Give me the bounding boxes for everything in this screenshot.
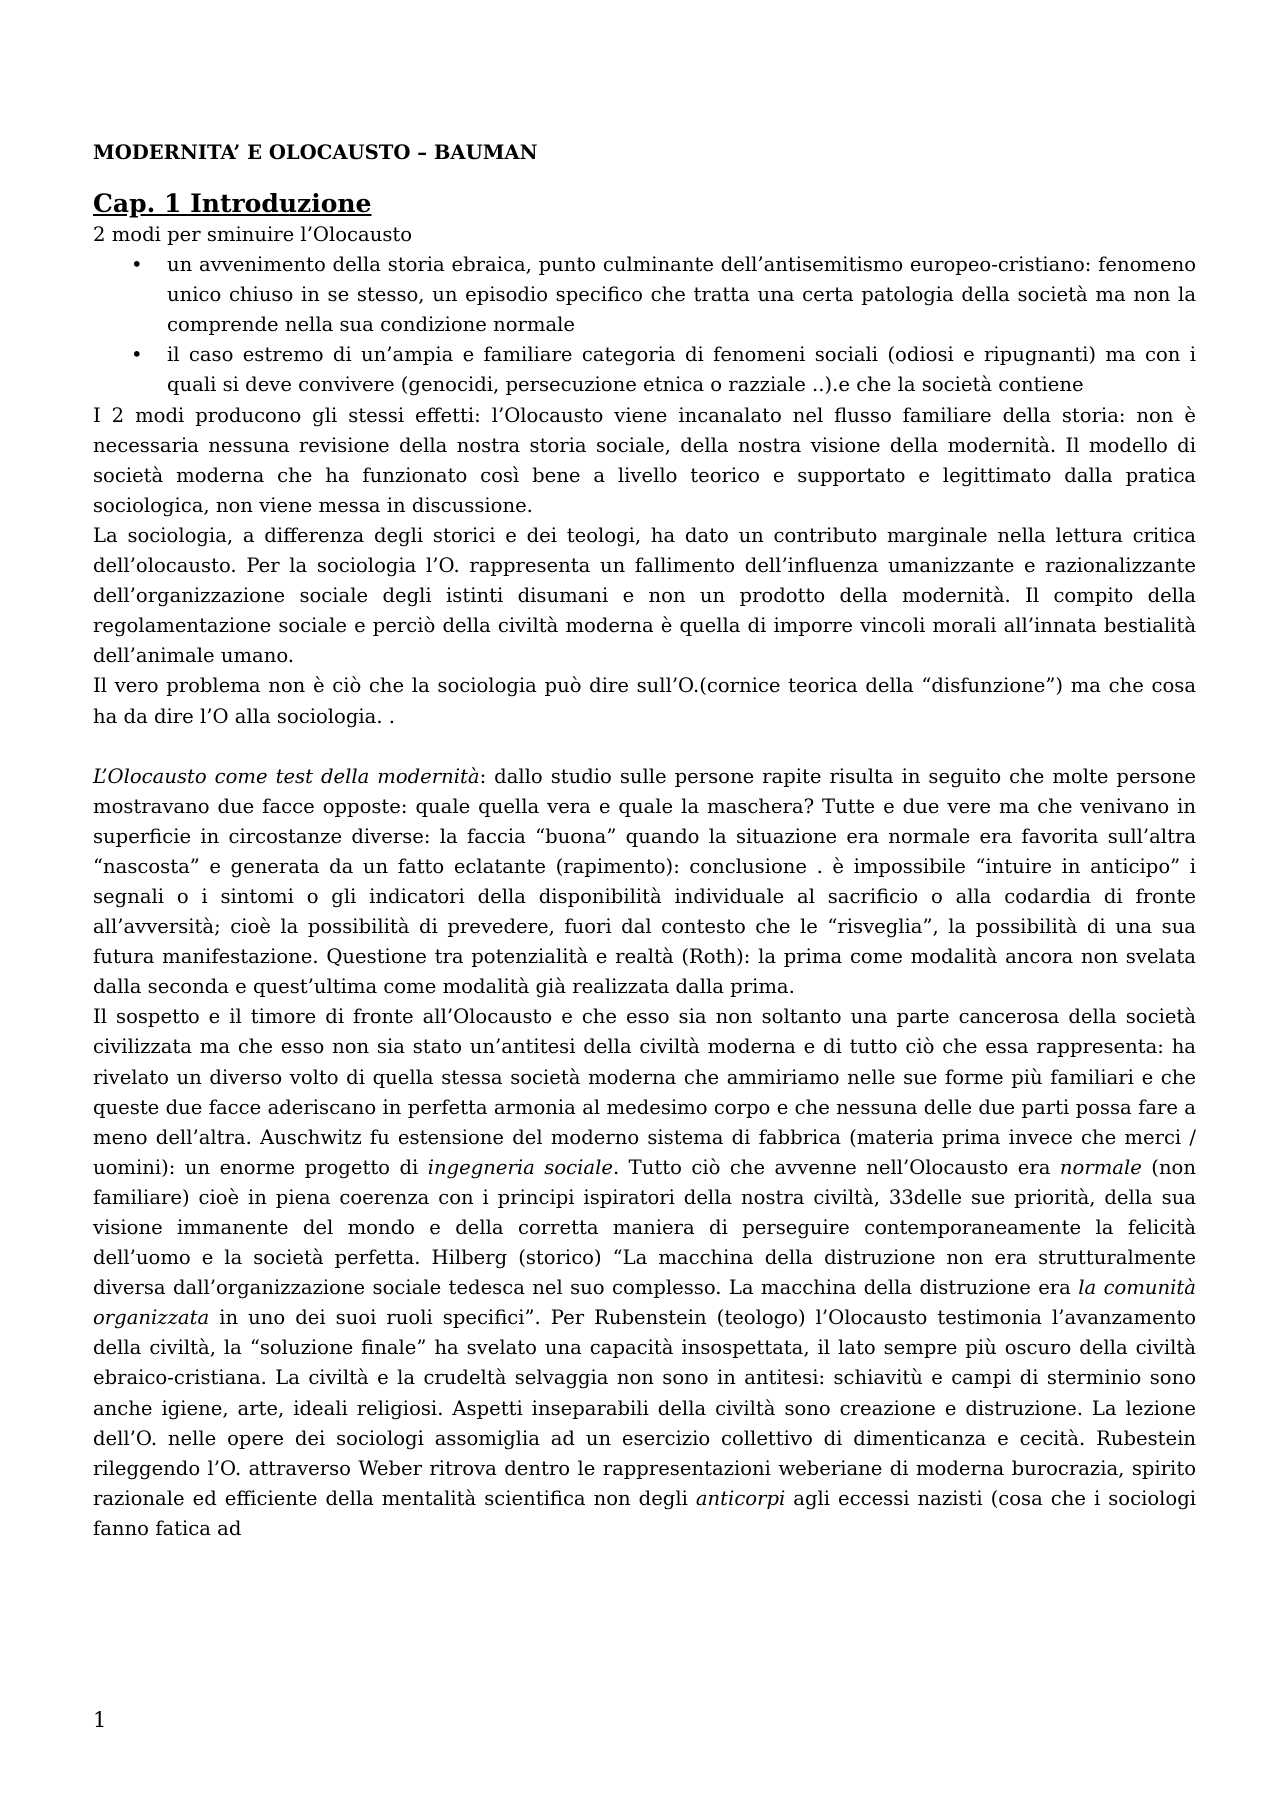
italic-term-comunita: la comunità organizzata xyxy=(93,1276,1196,1330)
paragraph-5-text-e: (non familiare) cioè in piena coerenza con i principi ispiratori della nostra civiltà, 33delle sue priorità, della sua visione immanente del mondo e della corretta maniera di perseguire contemporaneamente la felicità dell’uomo e la società perfetta. Hilberg (storico) “La macchina della distruzione non era strutturalmente diversa dall’organizzazione sociale tedesca nel suo complesso. La macchina della distruzione era xyxy=(93,1155,1196,1300)
bullet-icon: • xyxy=(131,343,143,367)
paragraph-4-text: : dallo studio sulle persone rapite risulta in seguito che molte persone mostravano due facce opposte: quale quella vera e quale la maschera? Tutte e due vere ma che venivano in superficie in circostanze diverse: la faccia “buona” quando la situazione era normale era favorita sull’altra “nascosta” e generata da un fatto eclatante (rapimento): conclusione . è impossibile “intuire in anticipo” i segnali o i sintomi o gli indicatori della disponibilità individuale al sacrificio o alla codardia di fronte all’avversità; cioè la possibilità di prevedere, fuori dal contesto che le “risveglia”, la possibilità di una sua futura manifestazione. Questione tra potenzialità e realtà (Roth): la prima come modalità ancora non svelata dalla seconda e quest’ultima come modalità già realizzata dalla prima. xyxy=(93,764,1196,999)
italic-term-normale: normale xyxy=(1059,1155,1142,1179)
paragraph-5-text-g: in uno dei suoi ruoli specifici”. Per Rubenstein (teologo) l’Olocausto testimonia l’avanzamento della civiltà, la “soluzione finale” ha svelato una capacità insospettata, il lato sempre più oscuro della civiltà ebraico-cristiana. La civiltà e la crudeltà selvaggia non sono in antitesi: schiavitù e campi di sterminio sono anche igiene, arte, ideali religiosi. Aspetti inseparabili della civiltà sono creazione e distruzione. La lezione dell’O. nelle opere dei sociologi assomiglia ad un esercizio collettivo di dimenticanza e cecità. Rubestein rileggendo l’O. attraverso Weber ritrova dentro le rappresentazioni weberiane di moderna burocrazia, spirito razionale ed efficiente della mentalità scientifica non degli xyxy=(93,1306,1196,1510)
list-item xyxy=(93,250,1196,340)
bullet-icon: • xyxy=(131,253,143,277)
italic-term-ingegneria: ingegneria sociale xyxy=(427,1155,613,1179)
list-item xyxy=(93,340,1196,400)
paragraph-4 xyxy=(93,762,1196,1003)
paragraph-3: Il vero problema non è ciò che la sociologia può dire sull’O.(cornice teorica della “disfunzione”) ma che cosa ha da dire l’O alla sociologia. . xyxy=(93,674,1196,728)
paragraph-5-text-a: Il sospetto e il timore di fronte all’Olocausto e che esso sia non soltanto una parte cancerosa della società civilizzata ma che esso non sia stato un’antitesi della civiltà moderna e di tutto ciò che essa rappresenta: ha rivelato un diverso volto di quella stessa società moderna che ammiriamo nelle sue forme più familiari e che queste due facce aderiscano in perfetta armonia al medesimo corpo e che nessuna delle due parti possa fare a meno dell’altra. Auschwitz fu estensione del moderno sistema di fabbrica (materia prima invece che merci / uomini): un enorme progetto di xyxy=(93,1005,1196,1179)
document-title: MODERNITA’ E OLOCAUSTO – BAUMAN xyxy=(93,141,538,164)
list-item-text: un avvenimento della storia ebraica, punto culminante dell’antisemitismo europeo-cristiano: fenomeno unico chiuso in se stesso, un episodio specifico che tratta una certa patologia della società ma non la comprende nella sua condizione normale xyxy=(167,253,1196,337)
paragraph-1: I 2 modi producono gli stessi effetti: l’Olocausto viene incanalato nel flusso familiare della storia: non è necessaria nessuna revisione della nostra storia sociale, della nostra visione della modernità. Il modello di società moderna che ha funzionato così bene a livello teorico e supportato e legittimato dalla pratica sociologica, non viene messa in discussione. xyxy=(93,403,1196,517)
chapter-heading xyxy=(93,188,1196,220)
document-page xyxy=(93,138,1196,1544)
chapter-heading-text: Cap. 1 Introduzione xyxy=(93,189,372,218)
italic-term-anticorpi: anticorpi xyxy=(695,1486,786,1510)
bullet-list xyxy=(93,250,1196,400)
paragraph-spacer xyxy=(93,732,1196,762)
page-number: 1 xyxy=(93,1708,107,1732)
intro-line: 2 modi per sminuire l’Olocausto xyxy=(93,223,413,246)
section-title-italic: L’Olocausto come test della modernità xyxy=(93,764,480,788)
list-item-text: il caso estremo di un’ampia e familiare categoria di fenomeni sociali (odiosi e ripugnanti) ma con i quali si deve convivere (genocidi, persecuzione etnica o razziale ..).e che la società contiene xyxy=(167,343,1196,397)
paragraph-5-text-c: . Tutto ciò che avvenne nell’Olocausto era xyxy=(612,1155,1060,1179)
paragraph-5 xyxy=(93,1002,1196,1544)
paragraph-5-text-i: agli eccessi nazisti (cosa che i sociologi fanno fatica ad xyxy=(93,1486,1196,1540)
paragraph-2: La sociologia, a differenza degli storici e dei teologi, ha dato un contributo marginale nella lettura critica dell’olocausto. Per la sociologia l’O. rappresenta un fallimento dell’influenza umanizzante e razionalizzante dell’organizzazione sociale degli istinti disumani e non un prodotto della modernità. Il compito della regolamentazione sociale e perciò della civiltà moderna è quella di imporre vincoli morali all’innata bestialità dell’animale umano. xyxy=(93,523,1196,668)
